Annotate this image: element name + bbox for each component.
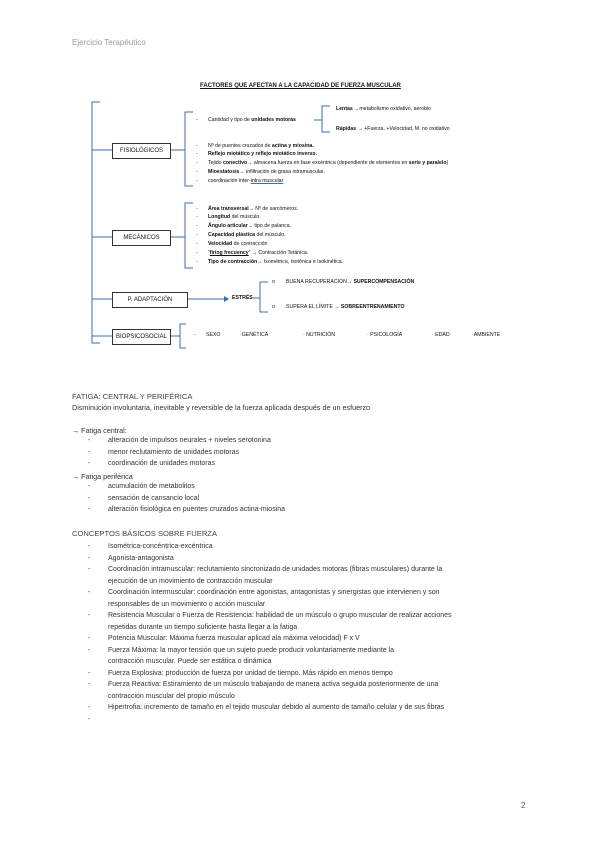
meca-item-angulo: - Ángulo articular→ tipo de palanca.: [196, 223, 292, 229]
list-item-continuation: responsables de un movimiento o acción muscular: [108, 600, 266, 608]
list-item: - Fuerza Reactiva: Estiramiento de un músculo trabajando de manera activa seguida posteriormente de una: [88, 679, 452, 691]
list-item: - Resistencia Muscular o Fuerza de Resistencia: habilidad de un músculo o grupo muscular de realizar acciones: [88, 610, 452, 622]
bio-item-3: · PSICOLOGÍA: [367, 332, 403, 338]
bio-item-5: ·AMBIENTE: [472, 332, 501, 338]
list-item: - Fuerza Explosiva: producción de fuerza por unidad de tiempo. Más rápido en menos tiempo: [88, 668, 452, 680]
fatiga-periferica-label: → Fatiga periférica: [72, 472, 133, 481]
diagram-connectors: [0, 0, 600, 380]
list-item: - Coordinación intermuscular: coordinación entre agonistas, antagonistas y sinergistas que intervienen y son: [88, 587, 452, 599]
fatiga-central-list: [88, 435, 271, 470]
meca-item-plastica: - Capacidad plástica del músculo.: [196, 232, 286, 238]
bio-item-0: - SEXO: [194, 332, 221, 338]
meca-item-tipo: - Tipo de contracción→ Isométrica, Isotónica e Isokinética.: [196, 259, 344, 265]
list-item: - coordinación de unidades motoras: [88, 458, 271, 470]
box-mecanicos: MECÁNICOS: [112, 230, 171, 246]
meca-item-firing: - “firing frecuency” → Contracción Tetánica.: [196, 250, 309, 256]
adapt-supera: o SUPERA EL LÍMITE → SOBREENTRENAMIENTO: [272, 304, 405, 310]
list-item: - Hipertrofia: incremento de tamaño en el tejido muscular debido al aumento de tamaño celular y de sus fibras: [88, 702, 452, 714]
diagram-title: FACTORES QUE AFECTAN A LA CAPACIDAD DE FUERZA MUSCULAR: [200, 83, 401, 89]
meca-item-area: - Área transversal→ Nº de sarcómeros.: [196, 206, 299, 212]
list-item: - Coordinación intramuscular: reclutamiento sincronizado de unidades motoras (fibras musculares) durante la: [88, 564, 452, 576]
list-item: - menor reclutamiento de unidades motoras: [88, 447, 271, 459]
list-item: - Isométrica-concéntrica-excéntrica: [88, 541, 452, 553]
fisio-item-mioestatosis: - Mioestatosis→ infiltración de grasa intramuscular.: [196, 169, 325, 175]
list-item-continuation: contracción muscular. Puede ser estática o dinámica: [108, 658, 272, 665]
bio-item-1: ·GENÉTICA: [240, 332, 269, 338]
list-item: - Fuerza Máxima: la mayor tensión que un sujeto puede producir voluntariamente mediante la: [88, 645, 452, 657]
list-item: - acumulación de metabolitos: [88, 481, 285, 493]
box-adaptacion: P. ADAPTACIÓN: [112, 292, 188, 308]
box-fisiologicos: FISIOLÓGICOS: [112, 143, 171, 159]
document-header: Ejercicio Terapéutico: [72, 38, 146, 47]
adapt-estres: ESTRÉS: [232, 295, 253, 301]
list-item: - Potencia Muscular: Máxima fuerza muscular aplicad ala máxima velocidad) F x V: [88, 633, 452, 645]
list-item: - alteración de impulsos neurales + niveles serotonina: [88, 435, 271, 447]
adapt-buena: o BUENA RECUPERACION→ SUPERCOMPENSACIÓN: [272, 279, 415, 285]
page-number: 2: [521, 801, 526, 810]
fatiga-title: FATIGA: CENTRAL Y PERIFÉRICA: [72, 392, 193, 401]
list-item: - Agonista-antagonista: [88, 553, 452, 565]
fisio-lentas: Lentas →metabolismo oxidativo, aerobio: [336, 106, 431, 112]
fatiga-central-label: → Fatiga central:: [72, 426, 127, 435]
fisio-item-reflejo: - Reflejo miotático y reflejo miotático inverso.: [196, 151, 317, 157]
list-item: - sensación de cansancio local: [88, 493, 285, 505]
list-item-empty: [88, 714, 452, 726]
fisio-rapidas: Rápidas → +Fuerza, +Velocidad, M. no oxidativo: [336, 126, 450, 132]
fisio-unidades-motoras: - Cantidad y tipo de unidades motoras: [196, 117, 296, 123]
meca-item-longitud: - Longitud del músculo.: [196, 214, 261, 220]
fisio-item-puentes: - Nº de puentes cruzados de actina y miosina.: [196, 143, 314, 149]
bio-item-2: · NUTRICIÓN: [303, 332, 335, 338]
box-biopsicosocial: BIOPSICOSOCIAL: [112, 329, 171, 345]
fisio-item-coordinacion: - coordinación inter-intra muscular: [196, 178, 284, 184]
list-item-continuation: ejecución de un movimiento de contracción muscular: [108, 577, 273, 585]
fatiga-definition: Disminución involuntaria, inevitable y reversible de la fuerza aplicada después de un esfuerzo: [72, 403, 371, 412]
fisio-item-conectivo: - Tejido conectivo→ almacena fuerza en fase excéntrica (dependiente de elementos en serie y paralelo): [196, 160, 449, 166]
meca-item-velocidad: - Velocidad de contracción: [196, 241, 268, 247]
list-item-continuation: contracción muscular del propio músculo: [108, 692, 235, 700]
list-item: - alteración fisiológica en puentes cruzados actina-miosina: [88, 504, 285, 516]
bio-item-4: · EDAD: [432, 332, 450, 338]
conceptos-title: CONCEPTOS BÁSICOS SOBRE FUERZA: [72, 529, 218, 538]
list-item-continuation: repetidas durante un tiempo suficiente hasta llegar a la fatiga: [108, 623, 298, 631]
conceptos-list: [88, 541, 452, 725]
fatiga-periferica-list: [88, 481, 285, 516]
